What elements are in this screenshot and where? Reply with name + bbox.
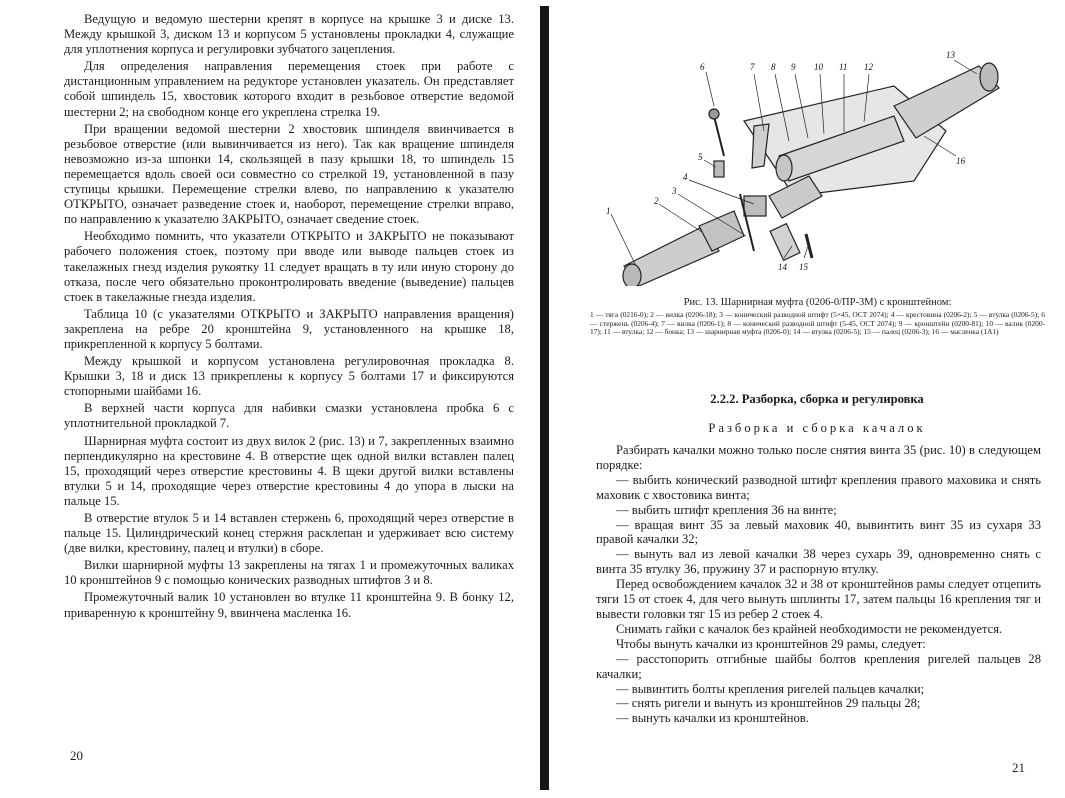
book-spine: [540, 6, 549, 790]
right-page-text: [596, 443, 1041, 726]
callout-14: 14: [778, 262, 787, 272]
left-paragraph: Шарнирная муфта состоит из двух вилок 2 (рис. 13) и 7, закрепленных взаимно перпендикулярно на крестовине 4. В отверстие щек одной вилки вставлен палец 15, проходящий через отверстие крестовины 4. В щеки другой вилки вставлены втулки 5 и 14, проходящие через отверстие крестовины 4 до упора в лыски на пальце 15.: [64, 433, 514, 508]
right-paragraph: — вращая винт 35 за левый маховик 40, вывинтить винт 35 из сухаря 33 правой качалки 32;: [596, 517, 1041, 547]
right-paragraph: — вынуть качалки из кронштейнов.: [616, 711, 809, 726]
page-number-left: 20: [70, 748, 83, 763]
right-paragraph: — выбить конический разводной штифт крепления правого маховика и снять маховик с хвостовика винта;: [596, 472, 1041, 502]
callout-3: 3: [672, 186, 677, 196]
left-paragraph: Ведущую и ведомую шестерни крепят в корпусе на крышке 3 и диске 13. Между крышкой 3, диском 13 и корпусом 5 установлены прокладки 4, служащие для уплотнения корпуса и регулировки зубчатого зацепления.: [64, 12, 514, 57]
left-paragraph: Между крышкой и корпусом установлена регулировочная прокладка 8. Крышки 3, 18 и диск 13 прикреплены к корпусу 5 болтами 17 и фиксируются стопорными шайбами 16.: [64, 354, 514, 399]
right-page: [552, 0, 1065, 798]
callout-8: 8: [771, 62, 776, 72]
callout-10: 10: [814, 62, 823, 72]
joint-drawing: [611, 60, 999, 286]
left-paragraph: Для определения направления перемещения стоек при работе с дистанционным управлением на редукторе установлен указатель. Он представляет собой шпиндель 15, хвостовик которого входит в резьбовое отверстие ведомой шестерни 2; на свободном конце его укреплена стрелка 19.: [64, 59, 514, 119]
callout-7: 7: [750, 62, 755, 72]
left-paragraph: В верхней части корпуса для набивки смазки установлена пробка 6 с уплотнительной прокладкой 7.: [64, 401, 514, 431]
left-page: [0, 0, 532, 798]
left-paragraph: Таблица 10 (с указателями ОТКРЫТО и ЗАКРЫТО направления вращения) закреплена на ребре 20 кронштейна 9, установленного на крышке 18, прикрепленной к корпусу 5 болтами.: [64, 306, 514, 351]
callout-15: 15: [799, 262, 808, 272]
right-paragraph: Перед освобождением качалок 32 и 38 от кронштейнов рамы следует отцепить тяги 15 от стоек 4, для чего вынуть шплинты 17, затем пальцы 16 крепления тяг и вывести головки тяг 15 из ребер 2 стоек 4.: [596, 577, 1041, 621]
figure-caption: [590, 296, 1045, 337]
callout-13: 13: [946, 50, 955, 60]
callout-1: 1: [606, 206, 611, 216]
callout-2: 2: [654, 196, 659, 206]
right-paragraph: — снять ригели и вынуть из кронштейнов 29 пальцы 28;: [616, 696, 921, 711]
left-paragraph: Необходимо помнить, что указатели ОТКРЫТО и ЗАКРЫТО не показывают рабочего положения стоек, поэтому при вводе или выводе пальцев стоек из такелажных гнезд изделия рукоятку 11 следует вращать в ту или иную сторону до отказа, после чего обязательно проконтролировать введение (выведение) пальцев стоек в такелажные гнезда изделия.: [64, 229, 514, 304]
left-paragraph: Промежуточный валик 10 установлен во втулке 11 кронштейна 9. В бонку 12, приваренную к кронштейну 9, ввинчена масленка 16.: [64, 590, 514, 620]
callout-6: 6: [700, 62, 705, 72]
subsection-title: Разборка и сборка качалок: [708, 421, 926, 435]
callout-11: 11: [839, 62, 848, 72]
right-paragraph: — вынуть вал из левой качалки 38 через сухарь 39, одновременно снять с винта 35 втулку 36, пружину 37 и распорную втулку.: [596, 547, 1041, 577]
callout-5: 5: [698, 152, 703, 162]
right-paragraph: — вывинтить болты крепления ригелей пальцев качалки;: [616, 681, 925, 696]
callout-12: 12: [864, 62, 873, 72]
figure-universal-joint: [594, 46, 1034, 286]
right-paragraph: — расстопорить отгибные шайбы болтов крепления ригелей пальцев 28 качалки;: [596, 651, 1041, 681]
left-paragraph: Вилки шарнирной муфты 13 закреплены на тягах 1 и промежуточных валиках 10 кронштейнов 9 с помощью конических разводных штифтов 3 и 8.: [64, 558, 514, 588]
callout-16: 16: [956, 156, 965, 166]
right-paragraph: Чтобы вынуть качалки из кронштейнов 29 рамы, следует:: [616, 636, 926, 651]
section-title: 2.2.2. Разборка, сборка и регулировка: [710, 392, 924, 406]
right-paragraph: Снимать гайки с качалок без крайней необходимости не рекомендуется.: [616, 621, 1003, 636]
page-number-right: 21: [1012, 760, 1025, 775]
figure-caption-legend: 1 — тяга (0216-0); 2 — вилка (0206-18); 3 — конический разводной штифт (5×45, ОСТ 2074); 4 — крестовина (0206-2); 5 — втулка (0206-5); 6 — стержень (0206-4); 7 — вилка (0206-1); 8 — конический разводной штифт (5-45, ОСТ 2074); 9 — кронштейн (0200-81); 10 — валик (0200-17); 11 — втулка; 12 — бонка; 13 — шарнирная муфта (0206-0); 14 — втулка (0206-5); 15 — палец (0206-3); 16 — масленка (1А1): [590, 310, 1045, 337]
left-page-text: [64, 12, 514, 623]
left-paragraph: При вращении ведомой шестерни 2 хвостовик шпинделя ввинчивается в резьбовое отверстие (или вывинчивается из него). Так как вращение шпинделя невозможно из-за шпонки 14, скользящей в пазу крышки 18, то шпиндель 15 перемещается вдоль своей оси совместно со стрелкой 19, установленной в пазу ступицы крышки. Перемещение стрелки влево, по направлению к указателю ОТКРЫТО, означает разведение стоек и, наоборот, перемещение стрелки вправо, по направлению к указателю ЗАКРЫТО, означает сведение стоек.: [64, 121, 514, 227]
callout-9: 9: [791, 62, 796, 72]
left-paragraph: В отверстие втулок 5 и 14 вставлен стержень 6, проходящий через отверстие в пальце 15. Цилиндрический конец стержня расклепан и удерживает всю систему (две вилки, крестовину, палец и втулки) в сборе.: [64, 511, 514, 556]
callout-4: 4: [683, 172, 688, 182]
right-paragraph: Разбирать качалки можно только после снятия винта 35 (рис. 10) в следующем порядке:: [596, 443, 1041, 472]
right-paragraph: — выбить штифт крепления 36 на винте;: [616, 502, 837, 517]
figure-caption-title: Рис. 13. Шарнирная муфта (0206-0/ПР-3М) с кронштейном:: [683, 297, 952, 308]
